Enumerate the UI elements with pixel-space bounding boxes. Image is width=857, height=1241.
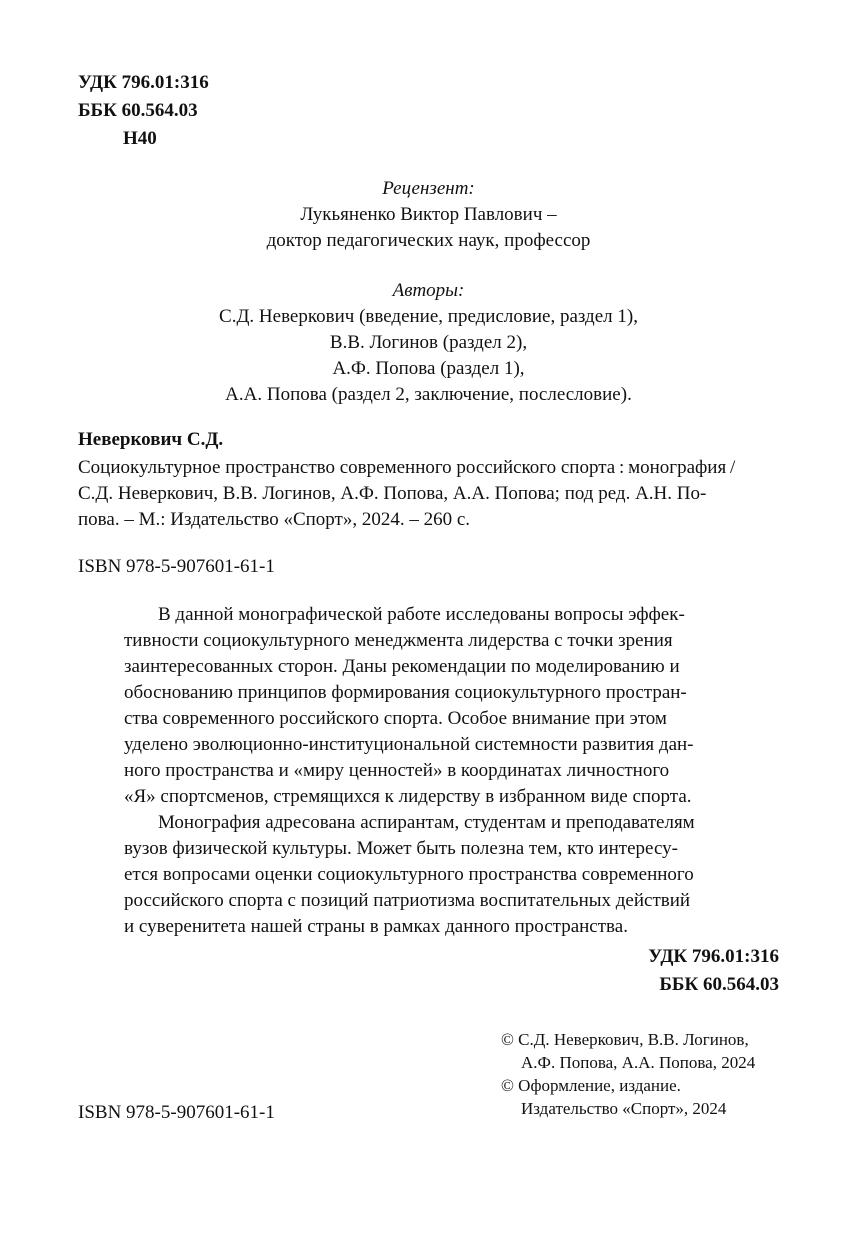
author-line: С.Д. Неверкович (введение, предисловие, раздел 1), bbox=[219, 306, 638, 327]
abstract-line: Монография адресована аспирантам, студентам и преподавателям bbox=[158, 812, 695, 833]
abstract-line: вузов физической культуры. Может быть полезна тем, кто интересу- bbox=[124, 838, 678, 859]
bibliography-line: С.Д. Неверкович, В.В. Логинов, А.Ф. Попова, А.А. Попова; под ред. А.Н. По- bbox=[78, 483, 707, 504]
abstract-line: заинтересованных сторон. Даны рекомендации по моделированию и bbox=[124, 656, 680, 677]
abstract-line: и суверенитета нашей страны в рамках данного пространства. bbox=[124, 916, 628, 937]
author-mark: Н40 bbox=[123, 128, 157, 149]
reviewer-block bbox=[0, 176, 857, 254]
reviewer-name: Лукьяненко Виктор Павлович – bbox=[300, 204, 557, 225]
bbk-code: ББК 60.564.03 bbox=[78, 100, 198, 121]
author-line: А.А. Попова (раздел 2, заключение, послесловие). bbox=[225, 384, 632, 405]
copyright-line: Издательство «Спорт», 2024 bbox=[521, 1099, 727, 1118]
abstract-line: «Я» спортсменов, стремящихся к лидерству в избранном виде спорта. bbox=[124, 786, 692, 807]
bibliography-line: пова. – М.: Издательство «Спорт», 2024. – 260 с. bbox=[78, 509, 471, 530]
abstract-line: В данной монографической работе исследованы вопросы эффек- bbox=[158, 604, 685, 625]
authors-heading: Авторы: bbox=[392, 280, 465, 301]
copyright-line: © Оформление, издание. bbox=[501, 1076, 681, 1095]
authors-block bbox=[0, 278, 857, 408]
copyright-block bbox=[501, 1028, 755, 1120]
abstract-line: ства современного российского спорта. Особое внимание при этом bbox=[124, 708, 667, 729]
abstract-line: российского спорта с позиций патриотизма воспитательных действий bbox=[124, 890, 691, 911]
copyright-line: А.Ф. Попова, А.А. Попова, 2024 bbox=[521, 1053, 756, 1072]
author-line: В.В. Логинов (раздел 2), bbox=[329, 332, 528, 353]
reviewer-title: доктор педагогических наук, профессор bbox=[266, 230, 591, 251]
abstract-line: ного пространства и «миру ценностей» в координатах личностного bbox=[124, 760, 670, 781]
abstract-line: обоснованию принципов формирования социокультурного простран- bbox=[124, 682, 687, 703]
abstract-line: уделено эволюционно-институциональной системности развития дан- bbox=[124, 734, 694, 755]
main-author: Неверкович С.Д. bbox=[78, 429, 224, 450]
abstract-line: тивности социокультурного менеджмента лидерства с точки зрения bbox=[124, 630, 673, 651]
abstract-line: ется вопросами оценки социокультурного пространства современного bbox=[124, 864, 694, 885]
udk-code-bottom: УДК 796.01:316 bbox=[648, 946, 779, 967]
author-line: А.Ф. Попова (раздел 1), bbox=[332, 358, 525, 379]
reviewer-heading: Рецензент: bbox=[382, 178, 475, 199]
isbn-top: ISBN 978-5-907601-61-1 bbox=[78, 556, 275, 577]
bbk-code-bottom: ББК 60.564.03 bbox=[659, 974, 779, 995]
isbn-bottom: ISBN 978-5-907601-61-1 bbox=[78, 1102, 275, 1123]
copyright-line: © С.Д. Неверкович, В.В. Логинов, bbox=[501, 1030, 749, 1049]
udk-code: УДК 796.01:316 bbox=[78, 72, 209, 93]
bibliography-line: Социокультурное пространство современного российского спорта : монография / bbox=[78, 457, 736, 478]
